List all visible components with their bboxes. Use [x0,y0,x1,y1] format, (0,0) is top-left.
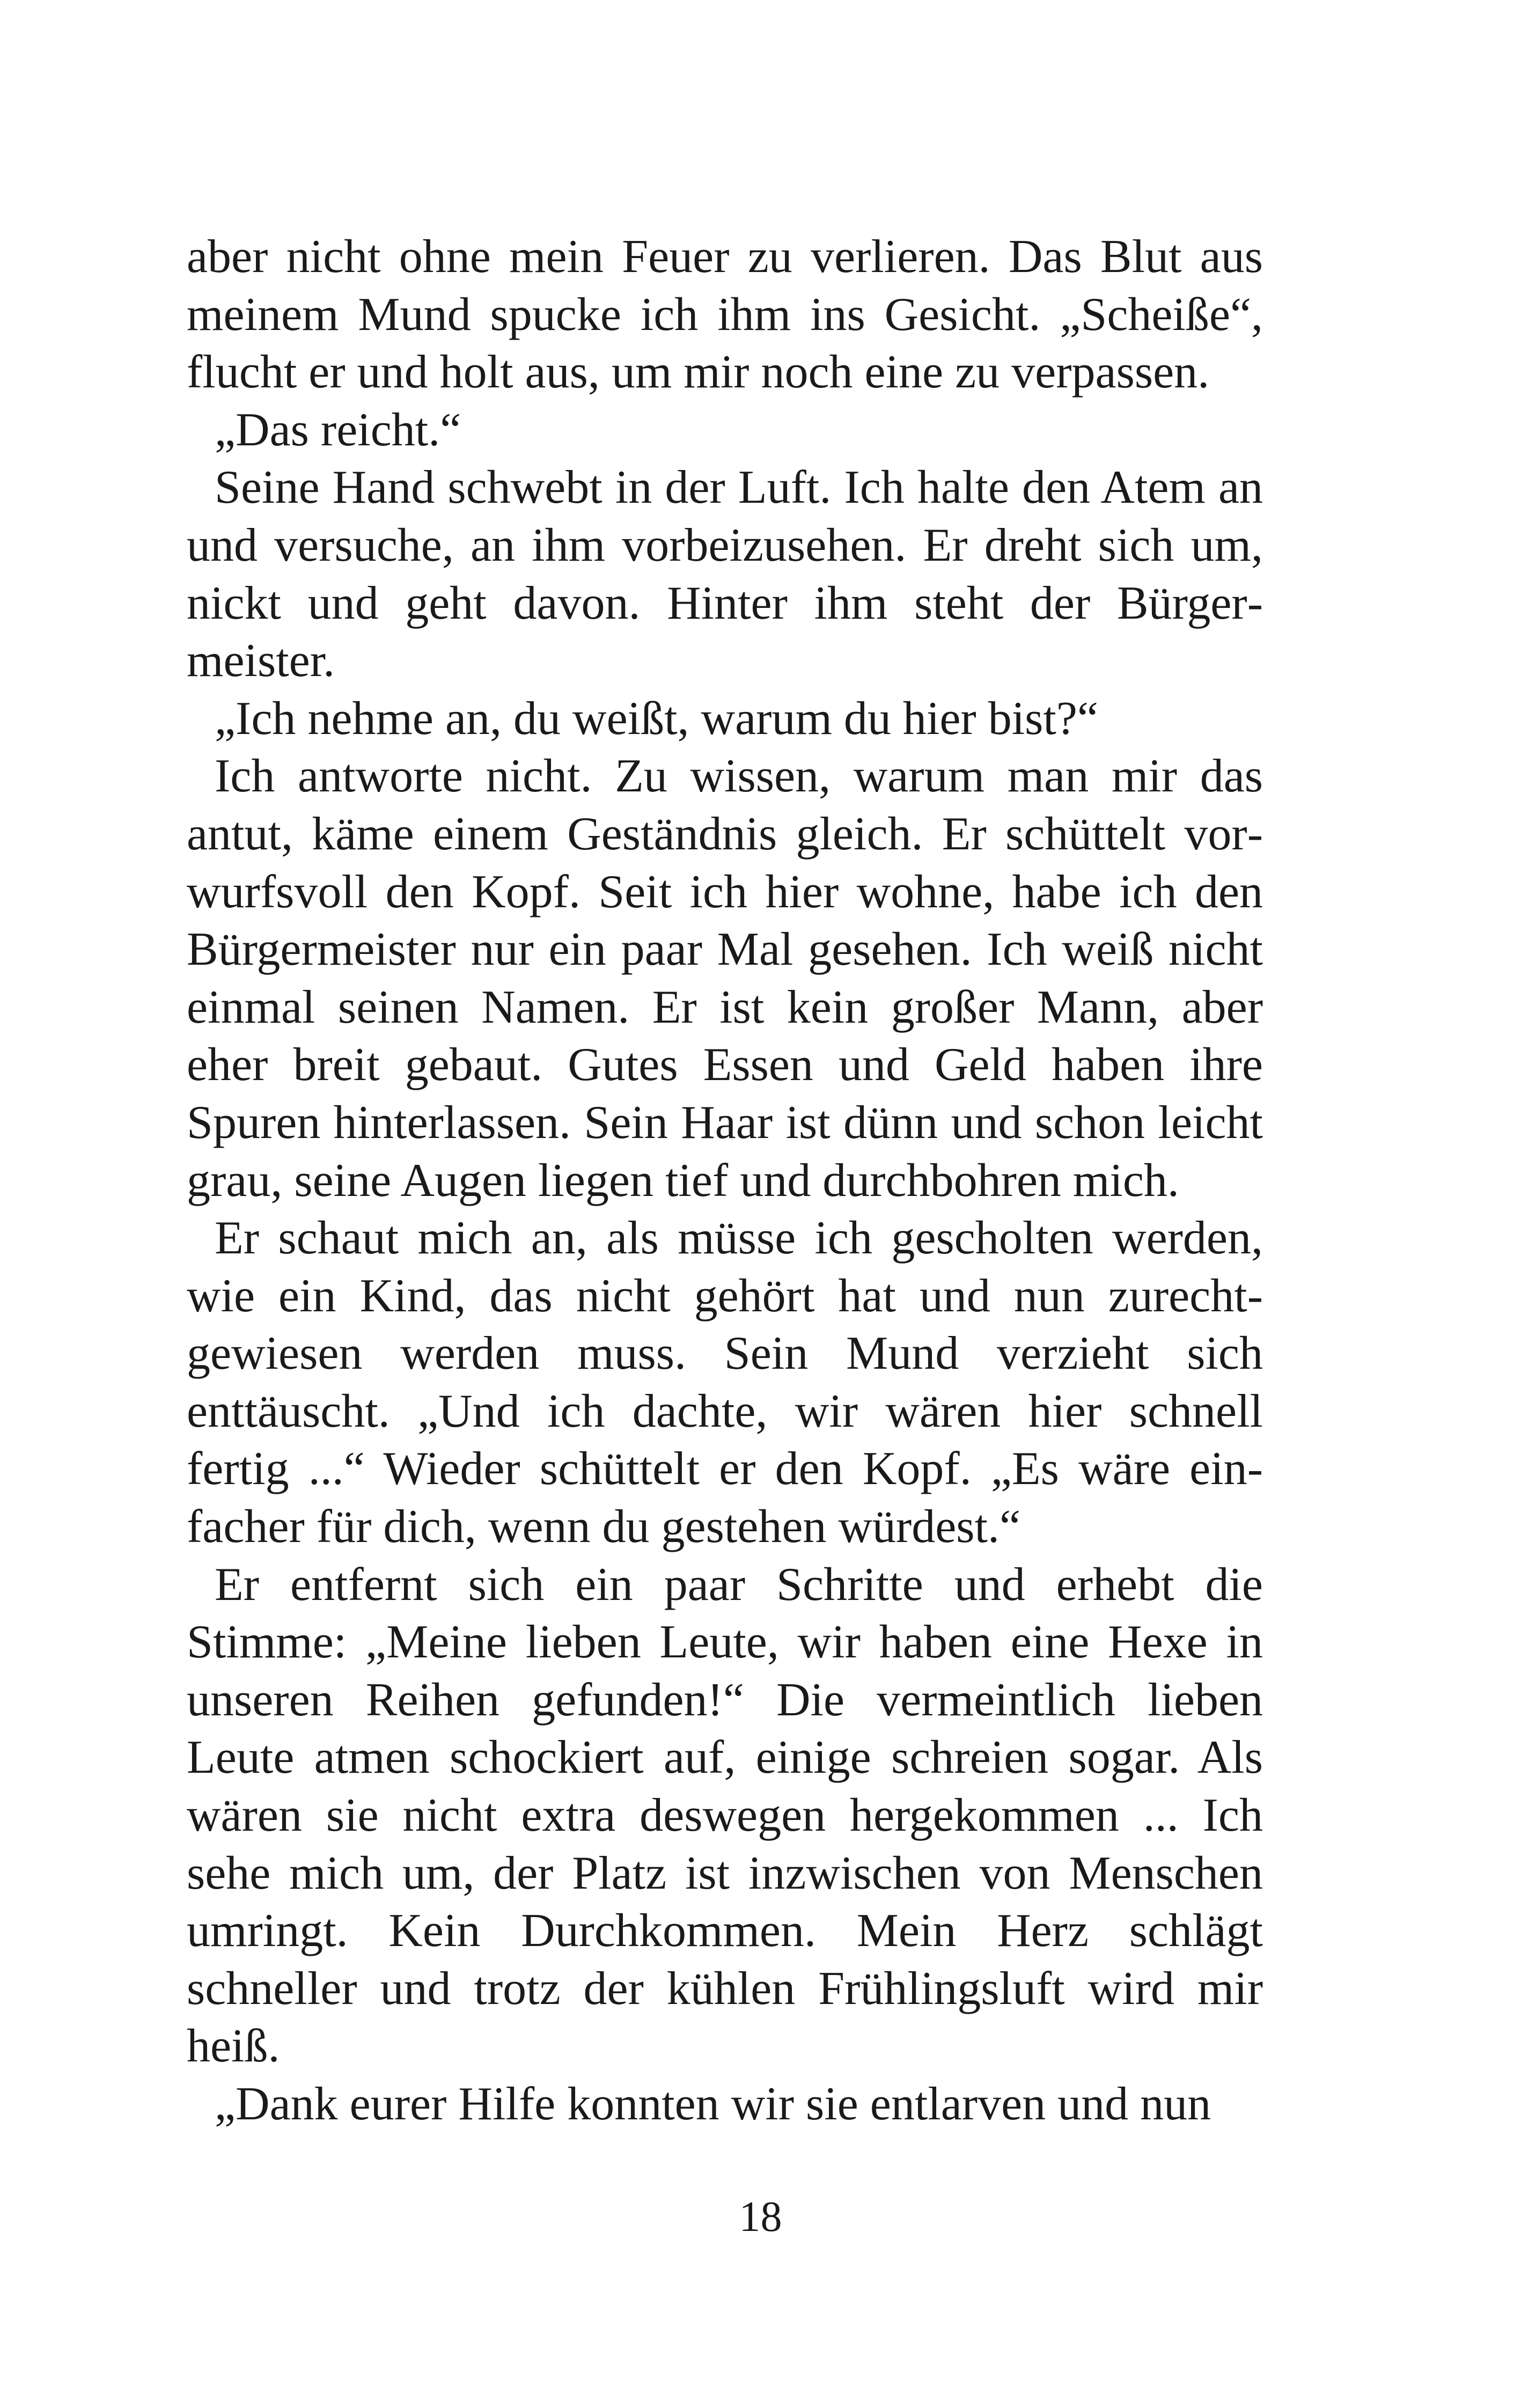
paragraph: Ich antworte nicht. Zu wissen, warum man mir das antut, käme einem Geständnis gleich. Er schüttelt vorwurfsvoll den Kopf. Seit ich hier wohne, habe ich den Bürgermeister nur ein paar Mal gesehen. Ich weiß nicht einmal seinen Namen. Er ist kein großer Mann, aber eher breit gebaut. Gutes Essen und Geld haben ihre Spuren hinterlassen. Sein Haar ist dünn und schon leicht grau, seine Augen liegen tief und durchbohren mich. [187,750,1263,1207]
paragraph: Seine Hand schwebt in der Luft. Ich halte den Atem an und versuche, an ihm vorbeizusehen. Er dreht sich um, nickt und geht davon. Hinter ihm steht der Bürgermeister. [187,461,1263,687]
paragraph: Er schaut mich an, als müsse ich gescholten werden, wie ein Kind, das nicht gehört hat und nun zurechtgewiesen werden muss. Sein Mund verzieht sich enttäuscht. „Und ich dachte, wir wären hier schnell fertig ...“ Wieder schüttelt er den Kopf. „Es wäre einfacher für dich, wenn du gestehen würdest.“ [187,1212,1263,1553]
book-page-body [187,228,1263,2133]
page-number: 18 [739,2193,782,2241]
paragraph-dialogue: „Dank eurer Hilfe konnten wir sie entlarven und nun [215,2078,1211,2130]
paragraph-dialogue: „Das reicht.“ [215,403,461,456]
paragraph-continuation: aber nicht ohne mein Feuer zu verlieren. Das Blut aus meinem Mund spucke ich ihm ins Gesicht. „Scheiße“, flucht er und holt aus, um mir noch eine zu verpassen. [187,231,1263,399]
paragraph: Er entfernt sich ein paar Schritte und erhebt die Stimme: „Meine lieben Leute, wir haben eine Hexe in unseren Reihen gefunden!“ Die vermeintlich lieben Leute atmen schockiert auf, einige schreien sogar. Als wären sie nicht extra deswegen hergekommen ... Ich sehe mich um, der Platz ist inzwischen von Menschen umringt. Kein Durchkommen. Mein Herz schlägt schneller und trotz der kühlen Frühlingsluft wird mir heiß. [187,1558,1263,2073]
paragraph-dialogue: „Ich nehme an, du weißt, warum du hier bist?“ [215,692,1098,745]
